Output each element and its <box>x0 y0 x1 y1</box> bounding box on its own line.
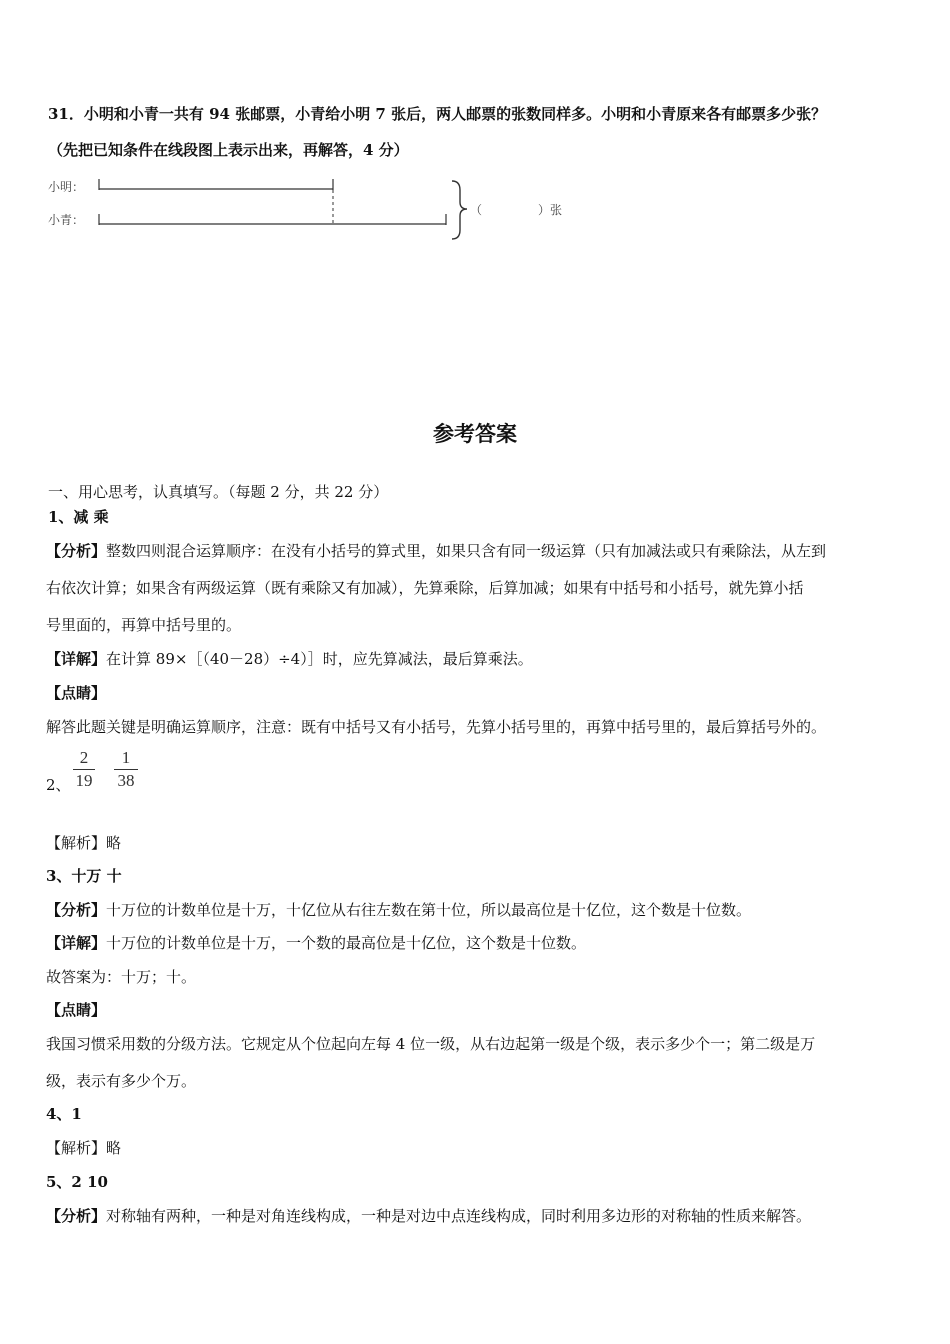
answers-title: 参考答案 <box>433 421 517 446</box>
answer-2-explanation: 【解析】略 <box>46 834 122 852</box>
fraction-1-38 <box>114 747 138 792</box>
detail-text: 在计算 89×［（40－28）÷4）］时，应先算减法，最后算乘法。 <box>106 650 533 668</box>
label-xiaoqing: 小青： <box>48 213 85 227</box>
fraction-numerator: 1 <box>121 748 131 767</box>
paren-open: （ <box>470 203 483 217</box>
answer-1-head: 1、减 乘 <box>48 508 109 526</box>
answer-3-remark-2: 级，表示有多少个万。 <box>46 1072 197 1090</box>
answer-3-head: 3、十万 十 <box>46 867 122 885</box>
fraction-denominator: 38 <box>117 771 135 790</box>
analysis-text: 对称轴有两种，一种是对角连线构成，一种是对边中点连线构成，同时利用多边形的对称轴的性质来解答。 <box>106 1207 812 1225</box>
answer-1-detail <box>46 649 533 669</box>
analysis-tag: 【分析】 <box>46 542 107 560</box>
analysis-tag: 【分析】 <box>46 901 107 919</box>
answer-1-remark-tag: 【点睛】 <box>46 684 107 702</box>
fraction-denominator: 19 <box>75 771 93 790</box>
detail-tag: 【详解】 <box>46 934 107 952</box>
answer-3-remark-1: 我国习惯采用数的分级方法。它规定从个位起向左每 4 位一级，从右边起第一级是个级，表示多少个一；第二级是万 <box>46 1035 816 1053</box>
analysis-text-1: 整数四则混合运算顺序：在没有小括号的算式里，如果只含有同一级运算（只有加减法或只有乘除法，从左到 <box>106 542 827 560</box>
segment-lines <box>0 0 950 260</box>
answer-2-label: 2、 <box>46 776 71 794</box>
answer-3-remark-tag: 【点睛】 <box>46 1001 107 1019</box>
analysis-text-2: 右依次计算；如果含有两级运算（既有乘除又有加减），先算乘除，后算加减；如果有中括号和小括号，就先算小括 <box>46 579 804 597</box>
fraction-2-19 <box>73 747 95 792</box>
answer-5-analysis <box>46 1206 811 1226</box>
answer-3-final: 故答案为：十万；十。 <box>46 968 197 986</box>
question-31-text: 31．小明和小青一共有 94 张邮票，小青给小明 7 张后，两人邮票的张数同样多。小明和小青原来各有邮票多少张？ <box>48 105 827 123</box>
label-xiaoming: 小明： <box>48 180 85 194</box>
analysis-text: 十万位的计数单位是十万，十亿位从右往左数在第十位，所以最高位是十亿位，这个数是十位数。 <box>106 901 752 919</box>
analysis-tag: 【分析】 <box>46 1207 107 1225</box>
answer-4-explanation: 【解析】略 <box>46 1139 122 1157</box>
paren-close: ）张 <box>538 203 563 217</box>
answer-3-detail <box>46 933 586 953</box>
answer-3-analysis <box>46 900 751 920</box>
answer-4-head: 4、1 <box>46 1105 82 1123</box>
question-31-hint: （先把已知条件在线段图上表示出来，再解答，4 分） <box>48 141 409 159</box>
answer-1-analysis <box>46 541 826 561</box>
answer-1-remark: 解答此题关键是明确运算顺序，注意：既有中括号又有小括号，先算小括号里的，再算中括号里的，最后算括号外的。 <box>46 718 827 736</box>
fraction-numerator: 2 <box>79 748 89 767</box>
answer-5-head: 5、2 10 <box>46 1173 108 1191</box>
analysis-text-3: 号里面的，再算中括号里的。 <box>46 616 242 634</box>
detail-text: 十万位的计数单位是十万，一个数的最高位是十亿位，这个数是十位数。 <box>106 934 587 952</box>
detail-tag: 【详解】 <box>46 650 107 668</box>
section-1-heading: 一、用心思考，认真填写。（每题 2 分，共 22 分） <box>48 483 389 501</box>
